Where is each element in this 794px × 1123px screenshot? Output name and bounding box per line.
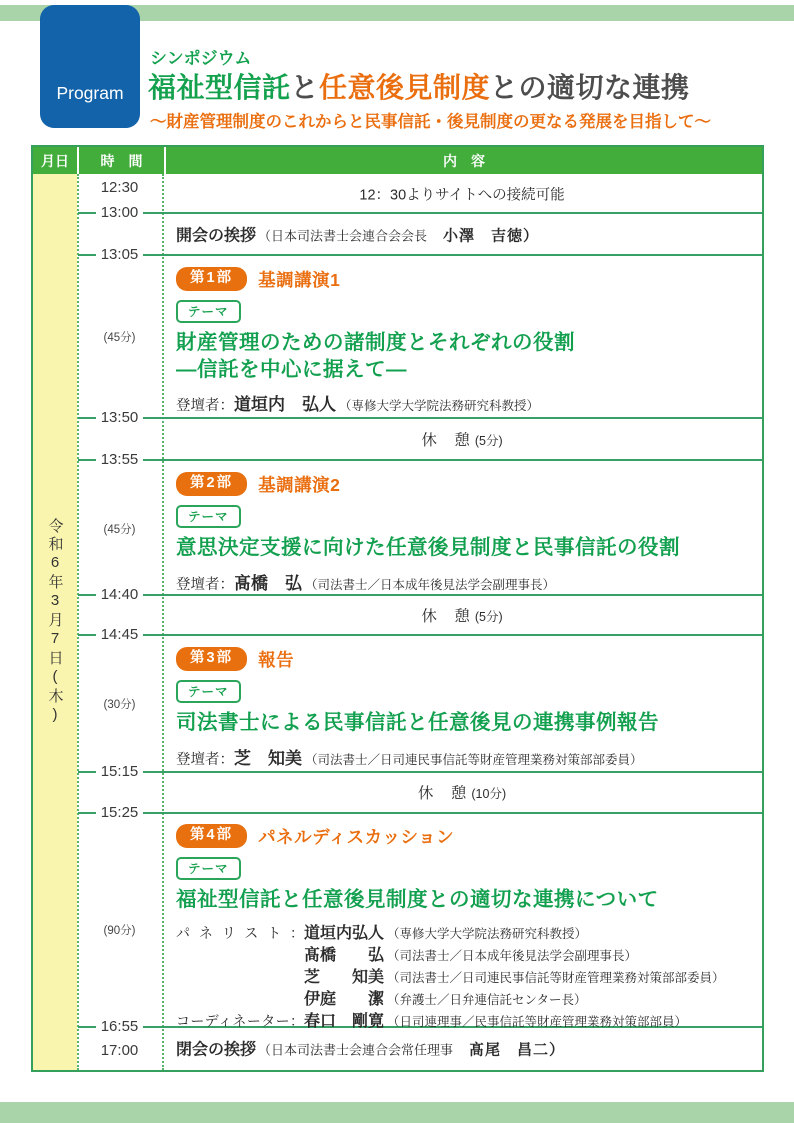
coordinator-row: コーディネーター： 春口 剛寛 （日司連理事／民事信託等財産管理業務対策部部員） <box>176 1008 754 1030</box>
column-header-time: 時 間 <box>79 147 166 174</box>
break-row: 休 憩 (10分) <box>417 785 507 802</box>
time-label: 16:55 <box>77 1018 162 1036</box>
row-divider <box>78 771 762 773</box>
time-label: 13:55 <box>77 451 162 469</box>
session-part2 <box>176 472 754 594</box>
closing-remarks <box>176 1037 565 1060</box>
part4-badge: 第4部 <box>176 824 247 848</box>
panelist-row: パネリスト： 道垣内弘人 （専修大学大学院法務研究科教授） <box>176 920 754 942</box>
part1-category: 基調講演1 <box>258 269 341 290</box>
program-tab-badge <box>40 5 140 128</box>
part2-heading <box>176 472 754 496</box>
part3-title: 司法書士による民事信託と任意後見の連携事例報告 <box>176 711 659 734</box>
part1-speaker-name: 道垣内 弘人 <box>234 395 336 415</box>
opening-remarks <box>176 223 539 246</box>
title-segment-green: 福祉型信託 <box>148 72 291 103</box>
panelist-row <box>176 986 754 1008</box>
program-tab-label: Program <box>56 83 124 103</box>
table-body <box>33 174 762 1070</box>
row-divider <box>78 634 762 636</box>
part1-speaker-affiliation: （専修大学大学院法務研究科教授） <box>339 399 540 414</box>
panelist-name: 髙橋 弘 <box>304 946 385 964</box>
part2-speaker-name: 髙橋 弘 <box>234 573 302 593</box>
part3-speaker-affiliation: （司法書士／日司連民事信託等財産管理業務対策部部委員） <box>305 752 643 767</box>
duration-label: (90分) <box>103 925 136 937</box>
panelist-row <box>176 964 754 986</box>
closing-speaker-name: 髙尾 昌二） <box>453 1041 566 1059</box>
program-table <box>31 145 764 1072</box>
theme-badge: テーマ <box>176 300 241 323</box>
column-header-content: 内 容 <box>443 152 485 169</box>
title-segment-and: と <box>290 72 320 103</box>
panelist-name: 道垣内弘人 <box>304 924 385 942</box>
part1-badge: 第1部 <box>176 267 247 291</box>
opening-prefix: 開会の挨拶 <box>176 227 257 245</box>
part2-badge: 第2部 <box>176 472 247 496</box>
part2-speaker: 登壇者：髙橋 弘 （司法書士／日本成年後見法学会副理事長） <box>176 573 556 593</box>
welcome-note: 12：30よりサイトへの接続可能 <box>359 187 565 204</box>
panelist-affiliation: （専修大学大学院法務研究科教授） <box>387 926 588 941</box>
time-label: 13:00 <box>77 204 162 222</box>
title-segment-orange: 任意後見制度 <box>319 72 491 103</box>
table-header-row <box>33 147 762 174</box>
time-label: 12:30 <box>77 179 162 197</box>
part2-category: 基調講演2 <box>258 474 341 495</box>
panelist-affiliation: （司法書士／日本成年後見法学会副理事長） <box>387 948 638 963</box>
panelist-list <box>176 920 754 1030</box>
session-part1 <box>176 267 754 415</box>
symposium-kicker: シンポジウム <box>150 49 252 68</box>
part3-speaker: 登壇者：芝 知美 （司法書士／日司連民事信託等財産管理業務対策部部委員） <box>176 748 643 768</box>
part4-category: パネルディスカッション <box>258 826 455 847</box>
bottom-accent-band <box>0 1102 794 1123</box>
time-label: 13:50 <box>77 409 162 427</box>
row-divider <box>78 254 762 256</box>
opening-org: （日本司法書士会連合会会長 <box>258 228 428 244</box>
part1-title-line1: 財産管理のための諸制度とそれぞれの役割 <box>176 331 575 354</box>
panelist-name: 芝 知美 <box>304 968 385 986</box>
duration-label: (45分) <box>103 332 136 344</box>
time-label: 14:45 <box>77 626 162 644</box>
time-label: 15:15 <box>77 763 162 781</box>
part2-speaker-affiliation: （司法書士／日本成年後見法学会副理事長） <box>305 577 556 592</box>
part3-category: 報告 <box>258 649 295 670</box>
row-divider <box>78 459 762 461</box>
row-divider <box>78 812 762 814</box>
theme-badge: テーマ <box>176 857 241 880</box>
time-label: 13:05 <box>77 246 162 264</box>
part4-title: 福祉型信託と任意後見制度との適切な連携について <box>176 888 659 911</box>
part1-speaker: 登壇者：道垣内 弘人 （専修大学大学院法務研究科教授） <box>176 395 540 415</box>
time-label: 15:25 <box>77 804 162 822</box>
panelist-name: 伊庭 潔 <box>304 990 385 1008</box>
panelist-affiliation: （弁護士／日弁連信託センター長） <box>387 992 587 1007</box>
time-label: 17:00 <box>77 1042 162 1060</box>
part4-heading <box>176 824 754 848</box>
row-divider <box>78 594 762 596</box>
panelist-affiliation: （司法書士／日司連民事信託等財産管理業務対策部部委員） <box>387 970 725 985</box>
row-divider <box>78 212 762 214</box>
opening-speaker-name: 小澤 吉徳） <box>427 227 540 245</box>
panelist-row <box>176 942 754 964</box>
session-part3 <box>176 647 754 769</box>
coordinator-affiliation: （日司連理事／民事信託等財産管理業務対策部部員） <box>387 1014 688 1029</box>
part1-title-line2: ―信託を中心に据えて― <box>176 357 407 381</box>
part2-title: 意思決定支援に向けた任意後見制度と民事信託の役割 <box>176 536 680 559</box>
break-row: 休 憩 (5分) <box>421 432 503 449</box>
date-column <box>33 174 77 1070</box>
break-row: 休 憩 (5分) <box>421 608 503 625</box>
time-label: 14:40 <box>77 586 162 604</box>
event-date-vertical: 令和6年3月7日(木) <box>46 518 64 726</box>
closing-prefix: 閉会の挨拶 <box>176 1041 257 1059</box>
part1-title <box>176 330 754 383</box>
closing-org: （日本司法書士会連合会常任理事 <box>258 1042 454 1058</box>
part1-heading <box>176 267 754 291</box>
row-divider <box>78 417 762 419</box>
column-header-date: 月日 <box>33 147 79 174</box>
page-title <box>148 66 690 106</box>
part3-heading <box>176 647 754 671</box>
theme-badge: テーマ <box>176 680 241 703</box>
part3-speaker-name: 芝 知美 <box>234 748 302 768</box>
duration-label: (30分) <box>103 699 136 711</box>
duration-label: (45分) <box>103 524 136 536</box>
page-subtitle: ～財産管理制度のこれからと民事信託・後見制度の更なる発展を目指して～ <box>150 113 711 131</box>
title-segment-rest: との適切な連携 <box>490 72 690 103</box>
coordinator-name: 春口 剛寛 <box>304 1012 385 1030</box>
part3-badge: 第3部 <box>176 647 247 671</box>
session-part4 <box>176 824 754 1030</box>
theme-badge: テーマ <box>176 505 241 528</box>
